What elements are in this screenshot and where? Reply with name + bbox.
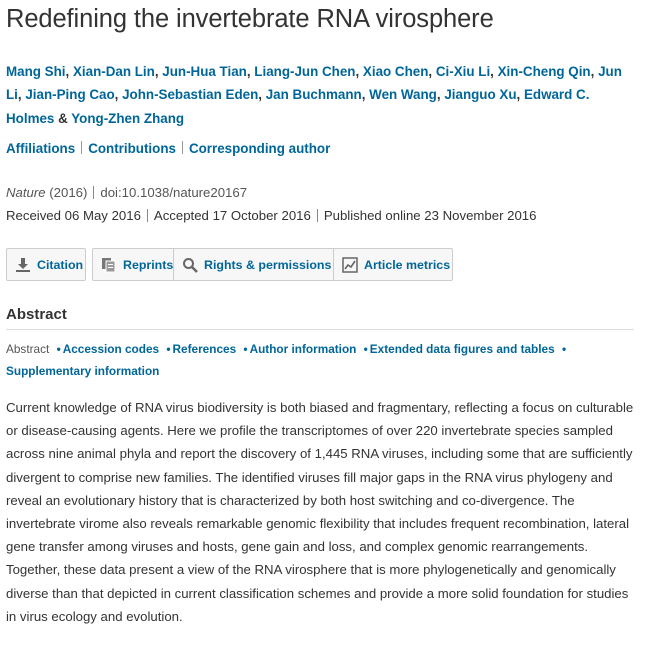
accepted-label: Accepted (153, 208, 209, 223)
rights-permissions-button[interactable] (173, 248, 335, 281)
reprints-icon (101, 257, 117, 273)
author-link[interactable]: Wen Wang (369, 87, 437, 103)
dates-line (6, 208, 536, 223)
article-title: Redefining the invertebrate RNA virosphere (6, 5, 494, 33)
accepted-date: 17 October 2016 (212, 208, 311, 223)
divider (147, 209, 148, 222)
section-divider (6, 329, 634, 330)
author-link[interactable]: Yong-Zhen Zhang (71, 110, 185, 126)
author-link[interactable]: Jun Li (6, 64, 622, 103)
abstract-heading: Abstract (6, 306, 67, 323)
author-link[interactable]: Ci-Xiu Li (435, 64, 491, 79)
search-icon (182, 257, 198, 273)
download-icon (15, 257, 31, 273)
reprints-button[interactable] (92, 248, 176, 281)
rights-label: Rights & permissions (204, 257, 332, 272)
divider (317, 209, 318, 222)
author-link[interactable]: Xiao Chen (362, 64, 429, 79)
author-link[interactable]: Mang Shi (6, 64, 66, 79)
author-info-links (6, 141, 330, 156)
divider (81, 141, 82, 154)
journal-name: Nature (6, 185, 46, 200)
citation-label: Citation (37, 257, 84, 272)
reprints-label: Reprints (123, 257, 174, 272)
abstract-body: Current knowledge of RNA virus biodiversity is both biased and fragmentary, reflecting a focus on culturable or disease-causing agents. Here we profile the transcriptomes of over 220 invertebrate species sampled across nine animal phyla and report the discovery of 1,445 RNA viruses, including some that are sufficiently divergent to comprise new families. The identified viruses fill major gaps in the RNA virus phylogeny and reveal an evolutionary history that is characterized by both host switching and co-divergence. The invertebrate virome also reveals remarkable genomic flexibility that includes frequent recombination, lateral gene transfer among viruses and hosts, gene gain and loss, and complex genomic rearrangements. Together, these data present a view of the RNA virosphere that is more phylogenetically and genomically diverse than that depicted in current classification schemes and provide a more solid foundation for studies in virus ecology and evolution. (6, 400, 634, 624)
publication-year: (2016) (49, 185, 88, 200)
chart-icon (342, 257, 358, 273)
author-link[interactable]: Jianguo Xu (444, 87, 517, 103)
author-link[interactable]: John-Sebastian Eden (122, 87, 259, 103)
nav-extended-data[interactable]: Extended data figures and tables (369, 342, 555, 356)
author-link[interactable]: Jian-Ping Cao (25, 87, 115, 103)
author-link[interactable]: Liang-Jun Chen (254, 64, 356, 79)
nav-current-abstract: Abstract (6, 342, 50, 356)
author-link[interactable]: Edward C. Holmes (6, 87, 590, 126)
nav-author-information[interactable]: Author information (249, 342, 357, 356)
contributions-link[interactable]: Contributions (88, 141, 176, 156)
corresponding-author-link[interactable]: Corresponding author (188, 141, 331, 156)
author-list: Mang Shi, Xian-Dan Lin, Jun-Hua Tian, Liang-Jun Chen, Xiao Chen, Ci-Xiu Li, Xin-Cheng Qin, Jun Li, Jian-Ping Cao, John-Sebastian Eden, Jan Buchmann, Wen Wang, Jianguo Xu, Edward C. Holmes & Yong-Zhen Zhang (6, 64, 622, 126)
metrics-label: Article metrics (364, 257, 451, 272)
article-metrics-button[interactable] (333, 248, 453, 281)
author-link[interactable]: Xin-Cheng Qin (497, 64, 591, 79)
nav-accession-codes[interactable]: Accession codes (62, 342, 160, 356)
published-label: Published online (323, 208, 421, 223)
divider (182, 141, 183, 154)
received-date: 06 May 2016 (64, 208, 141, 223)
section-nav: Abstract • Accession codes • References • Author information • Extended data figures and tables • Supplementary information (6, 342, 567, 378)
author-link[interactable]: Xian-Dan Lin (72, 64, 155, 79)
nav-references[interactable]: References (172, 342, 237, 356)
divider (93, 186, 94, 199)
citation-line (6, 185, 247, 200)
affiliations-link[interactable]: Affiliations (6, 141, 76, 156)
received-label: Received (6, 208, 61, 223)
published-date: 23 November 2016 (424, 208, 537, 223)
doi-text: doi:10.1038/nature20167 (100, 185, 248, 200)
nav-supplementary-information[interactable]: Supplementary information (6, 364, 160, 378)
citation-button[interactable] (6, 248, 86, 281)
author-link[interactable]: Jan Buchmann (265, 87, 362, 103)
author-link[interactable]: Jun-Hua Tian (162, 64, 247, 79)
